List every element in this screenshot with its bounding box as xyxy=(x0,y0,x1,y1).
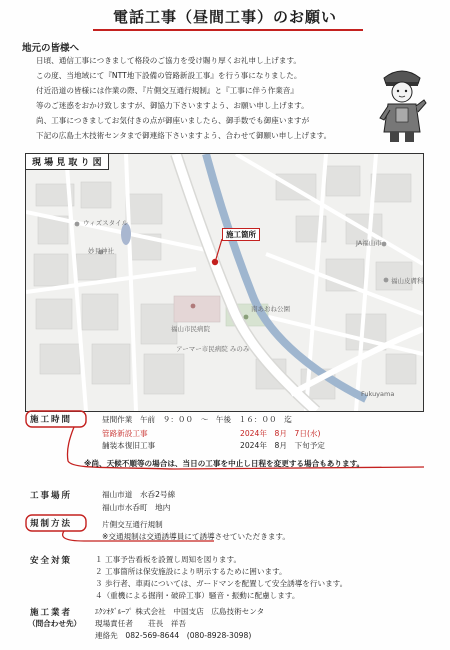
schedule-label: 施工時間 xyxy=(30,415,73,425)
location-line-1: 福山市道 水呑2号線 xyxy=(102,490,176,499)
greeting-line-1: 日頃、通信工事につきまして格段のご協力を受け賜り厚くお礼申し上げます。 xyxy=(36,56,302,65)
greeting-heading: 地元の皆様へ xyxy=(22,43,80,54)
map-label-ja: JA福山市 xyxy=(356,239,382,247)
map-label-shrine: 妙見神社 xyxy=(88,247,114,255)
greeting-line-6: 下記の広島土木技術センタまで御連絡下さいますよう、合わせて御願い申し上げます。 xyxy=(36,131,332,140)
safety-item-4: ４（重機による掘削・破砕工事）騒音・振動に配慮します。 xyxy=(95,591,300,600)
map-label-wiz: ウィズスタイル xyxy=(83,219,128,227)
safety-item-2: ２ 工事箇所は保安施設により明示するために囲います。 xyxy=(95,567,287,576)
safety-item-3: ３ 歩行者、車両については、ガードマンを配置して安全誘導を行います。 xyxy=(95,579,348,588)
greeting-line-3a: 付近沿道の皆様には作業の際、 xyxy=(36,86,143,95)
greeting-line-4: 等のご迷惑をおかけ致しますが、御協力下さいますよう、お願い申し上げます。 xyxy=(36,101,309,110)
schedule-hours: 昼間作業 午前 ９：００ ～ 午後 １６：００ 迄 xyxy=(102,415,292,424)
greeting-line-3c: と xyxy=(214,86,223,95)
regulation-label: 規制方法 xyxy=(30,519,73,529)
schedule-work2-date: 2024年 8月 下旬予定 xyxy=(240,441,325,450)
greeting-line-3 xyxy=(36,85,298,96)
greeting-line-2 xyxy=(36,70,301,81)
contractor-label: 施工業者 xyxy=(30,608,73,618)
contractor-contact-label: （問合わせ先） xyxy=(28,619,82,628)
regulation-line-2: ※交通規制は交通誘導員にて誘導させていただきます。 xyxy=(102,532,291,541)
greeting-line-3b: 『片側交互通行規制』 xyxy=(142,86,215,95)
greeting-line-2a: この度、当地域にて xyxy=(36,71,105,80)
site-map xyxy=(25,153,424,412)
schedule-work1-name: 管路新設工事 xyxy=(102,429,148,438)
map-label-mall: アーマー市民病院 みのみ xyxy=(176,345,250,353)
safety-label: 安全対策 xyxy=(30,556,73,566)
map-label-clinic: 福山皮膚科 xyxy=(391,277,424,285)
schedule-weather-note: ※尚、天候不順等の場合は、当日の工事を中止し日程を変更する場合もあります。 xyxy=(84,459,365,468)
contractor-company: ｴｸｼｵﾀﾞﾙｰﾌﾟ 株式会社 中国支店 広島技術センタ xyxy=(95,607,265,616)
map-label-hospital: 福山市民病院 xyxy=(171,325,210,333)
site-label: 施工箇所 xyxy=(222,228,260,241)
greeting-line-5: 尚、工事につきましてお気付きの点が御座いましたら、御手数でも御座いますが xyxy=(36,116,310,125)
map-label-fukuyama: Fukuyama xyxy=(361,390,395,398)
map-graphic xyxy=(26,154,423,411)
contractor-phone: 連絡先 082-569-8644 (080-8928-3098) xyxy=(95,631,252,640)
location-line-2: 福山市水呑町 地内 xyxy=(102,503,171,512)
map-label-park: 南あおね公園 xyxy=(251,305,290,313)
map-title: 現 場 見 取 り 図 xyxy=(26,154,109,170)
schedule-work2-name: 舗装本復旧工事 xyxy=(102,441,156,450)
guardman-illustration xyxy=(372,60,432,145)
contractor-manager: 現場責任者 荘長 祥吾 xyxy=(95,619,187,628)
title-underline xyxy=(93,29,363,31)
greeting-line-2b: 『NTT地下設備の管路新設工事』 xyxy=(104,71,218,80)
schedule-work1-date: 2024年 8月 7日(水) xyxy=(240,429,321,438)
location-label: 工事場所 xyxy=(30,491,73,501)
safety-item-1: １ 工事予告看板を設置し周知を図ります。 xyxy=(95,555,242,564)
greeting-line-3d: 『工事に伴う作業音』 xyxy=(222,86,298,95)
page-title: 電話工事（昼間工事）のお願い xyxy=(112,8,337,26)
greeting-line-2c: を行う事になりました。 xyxy=(217,71,302,80)
regulation-line-1: 片側交互通行規制 xyxy=(102,520,163,529)
